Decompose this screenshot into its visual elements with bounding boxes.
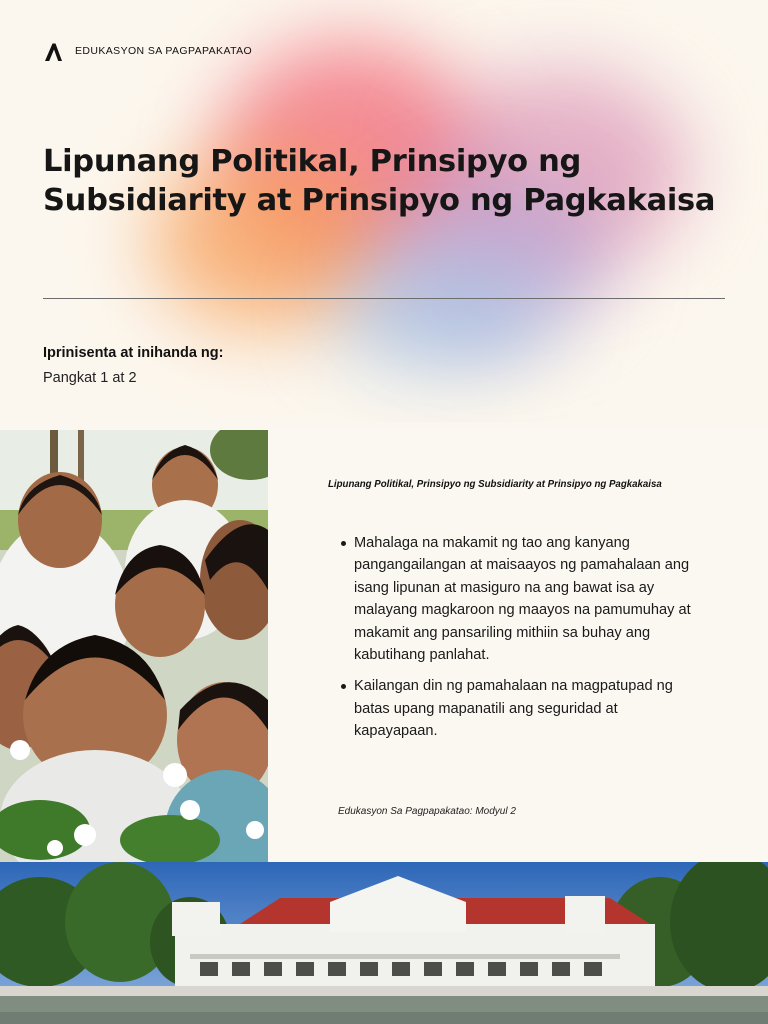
list-item: Kailangan din ng pamahalaan na magpatupad ng batas upang mapanatili ang seguridad at kapayapaan. bbox=[340, 675, 700, 742]
brand-name: EDUKASYON SA PAGPAPAKATAO bbox=[75, 45, 253, 57]
children-photo bbox=[0, 430, 268, 862]
slide-footer: Edukasyon Sa Pagpapakatao: Modyul 2 bbox=[338, 806, 516, 817]
gradient-blob bbox=[330, 260, 550, 370]
brand-logo-icon bbox=[43, 42, 63, 62]
slide-heading: Lipunang Politikal, Prinsipyo ng Subsidiarity at Prinsipyo ng Pagkakaisa bbox=[328, 479, 662, 490]
divider bbox=[43, 298, 725, 299]
list-item: Mahalaga na makamit ng tao ang kanyang pangangailangan at maisaayos ng pamahalaan ang isang lipunan at masiguro na ang bawat isa ay malayang magkaroon ng maayos na pamumuhay at makamit ang pansariling mithiin sa buhay ang kabutihang panlahat. bbox=[340, 532, 700, 666]
page-title: Lipunang Politikal, Prinsipyo ng Subsidiarity at Prinsipyo ng Pagkakaisa bbox=[43, 144, 716, 218]
prepared-label: Iprinisenta at inihanda ng: bbox=[43, 345, 224, 361]
content-slide bbox=[0, 430, 768, 862]
palace-photo bbox=[0, 862, 768, 1024]
prepared-by: Pangkat 1 at 2 bbox=[43, 370, 137, 386]
title-slide bbox=[0, 0, 768, 422]
bullet-list bbox=[340, 532, 700, 752]
